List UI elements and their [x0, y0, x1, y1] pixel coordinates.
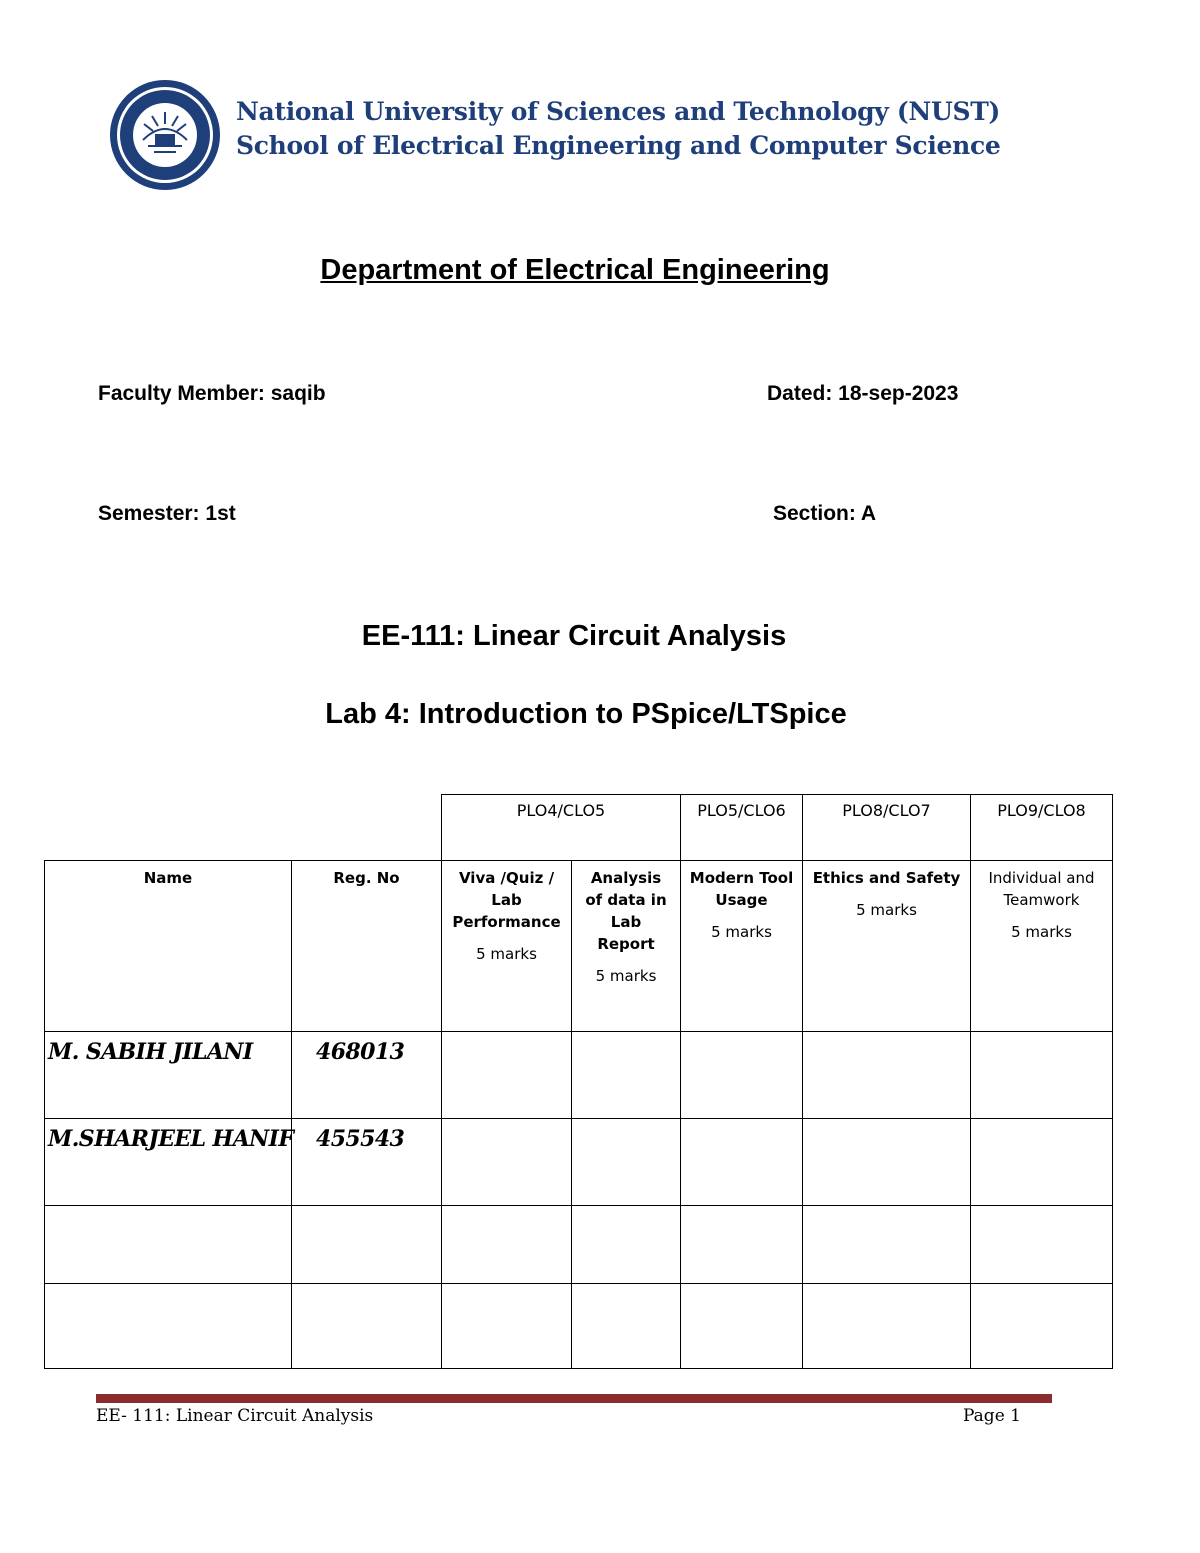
assessment-marks: 5 marks: [856, 901, 917, 919]
faculty-member: Faculty Member: saqib: [98, 382, 326, 405]
assessment-header: [441, 860, 572, 1032]
assessment-header: [802, 860, 971, 1032]
assessment-marks: 5 marks: [476, 945, 537, 963]
semester-field: Semester: 1st: [98, 502, 236, 525]
marks-cell[interactable]: [802, 1031, 971, 1119]
marks-cell[interactable]: [441, 1283, 572, 1369]
student-name-cell: M. SABIH JILANI: [44, 1031, 292, 1119]
school-name: School of Electrical Engineering and Computer Science: [236, 131, 1001, 160]
assessment-title: Ethics and Safety: [812, 869, 961, 887]
plo-header-2: PLO5/CLO6: [680, 794, 803, 861]
assessment-header: [571, 860, 681, 1032]
marks-cell[interactable]: [802, 1118, 971, 1206]
plo-header-4: PLO9/CLO8: [970, 794, 1113, 861]
name-column-header: Name: [44, 860, 292, 1032]
date-field: Dated: 18-sep-2023: [767, 382, 959, 405]
plo-header-3: PLO8/CLO7: [802, 794, 971, 861]
assessment-header: [970, 860, 1113, 1032]
marks-cell[interactable]: [441, 1118, 572, 1206]
department-title: Department of Electrical Engineering: [320, 254, 830, 286]
student-name-cell: [44, 1205, 292, 1284]
marks-cell[interactable]: [970, 1118, 1113, 1206]
marks-cell[interactable]: [571, 1031, 681, 1119]
marks-cell[interactable]: [571, 1283, 681, 1369]
course-title: EE-111: Linear Circuit Analysis: [361, 620, 787, 652]
assessment-title: Individual and Teamwork: [988, 869, 1095, 909]
section-field: Section: A: [773, 502, 877, 525]
assessment-title: Viva /Quiz / Lab Performance: [452, 869, 561, 931]
marks-cell[interactable]: [680, 1283, 803, 1369]
university-name: National University of Sciences and Technology (NUST): [236, 97, 1001, 126]
assessment-header: [680, 860, 803, 1032]
marks-cell[interactable]: [680, 1205, 803, 1284]
plo-header-1: PLO4/CLO5: [441, 794, 681, 861]
marks-cell[interactable]: [571, 1118, 681, 1206]
student-reg-cell: 468013: [291, 1031, 442, 1119]
assessment-title: Analysis of data in Lab Report: [585, 869, 667, 953]
reg-column-header: Reg. No: [291, 860, 442, 1032]
marks-cell[interactable]: [970, 1283, 1113, 1369]
marks-cell[interactable]: [802, 1205, 971, 1284]
marks-cell[interactable]: [802, 1283, 971, 1369]
marks-cell[interactable]: [680, 1118, 803, 1206]
assessment-marks: 5 marks: [711, 923, 772, 941]
marks-cell[interactable]: [441, 1205, 572, 1284]
assessment-marks: 5 marks: [1011, 923, 1072, 941]
assessment-title: Modern Tool Usage: [689, 869, 794, 909]
marks-cell[interactable]: [441, 1031, 572, 1119]
student-reg-cell: [291, 1283, 442, 1369]
marks-cell[interactable]: [970, 1205, 1113, 1284]
marks-cell[interactable]: [970, 1031, 1113, 1119]
footer-rule: [96, 1394, 1052, 1403]
student-reg-cell: [291, 1205, 442, 1284]
nust-logo: [108, 78, 222, 192]
student-reg-cell: 455543: [291, 1118, 442, 1206]
page-number: Page 1: [963, 1406, 1021, 1426]
marks-cell[interactable]: [571, 1205, 681, 1284]
student-name-cell: M.SHARJEEL HANIF: [44, 1118, 292, 1206]
lab-title: Lab 4: Introduction to PSpice/LTSpice: [325, 698, 847, 730]
footer-course: EE- 111: Linear Circuit Analysis: [96, 1406, 374, 1426]
marks-cell[interactable]: [680, 1031, 803, 1119]
assessment-marks: 5 marks: [595, 967, 657, 985]
student-name-cell: [44, 1283, 292, 1369]
